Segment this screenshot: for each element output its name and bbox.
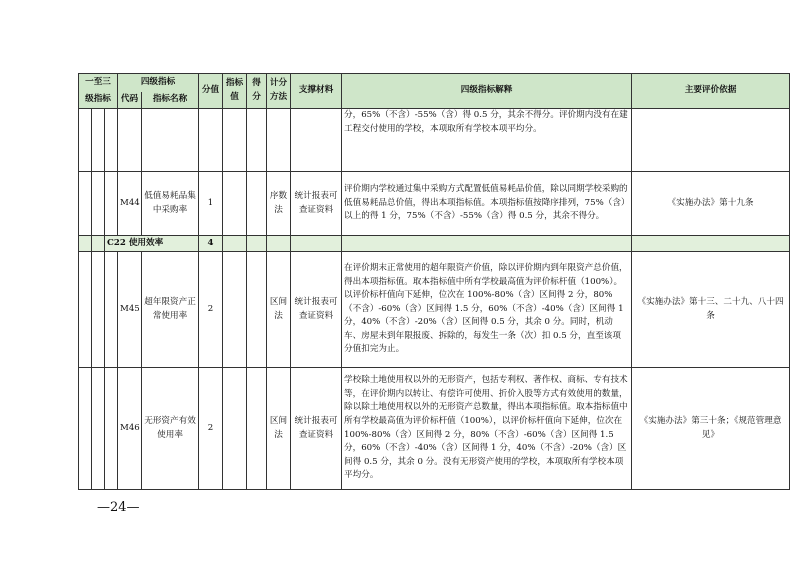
indicator-table [78, 73, 790, 490]
explain-cell: 评价期内学校通过集中采购方式配置低值易耗品价值，除以同期学校采购的低值易耗品总价值，得出本项指标值。本项指标值按降序排列，75%（含）以上的得 1 分，75%（不含）-55%（含）得 0.5 分，其余不得分。 [342, 172, 632, 236]
header-level13-bottom: 级指标 [79, 92, 118, 109]
page-number: —24— [97, 500, 140, 515]
name-cell: 超年限资产正常使用率 [142, 252, 199, 368]
group-name: 使用效率 [128, 237, 164, 248]
score-cell: 1 [199, 172, 223, 236]
name-cell: 低值易耗品集中采购率 [142, 172, 199, 236]
header-value: 指标值 [223, 74, 247, 109]
table-row-c22 [79, 236, 790, 252]
explain-cell: 在评价期末正常使用的超年限资产价值，除以评价期内到年限资产总价值，得出本项指标值。取本指标值中所有学校最高值为评价标杆值（100%）。以评价标杆值向下延伸，位次在 100%-80%（含）区间得 2 分，80%（不含）-60%（含）区间得 1.5 分，60%（不含）-40%（含）区间得 1 分，40%（不含）-20%（含）区间得 0.5 分，其余 0 分。同时，机动车、房屋未到年限报废、拆除的，每发生一条（次）扣 0.5 分，直至该项分值扣完为止。 [342, 252, 632, 368]
header-method: 计分方法 [267, 74, 291, 109]
header-basis: 主要评价依据 [632, 74, 790, 109]
header-got: 得分 [247, 74, 267, 109]
table-row-continued [79, 109, 790, 172]
explain-cell: 分，65%（不含）-55%（含）得 0.5 分，其余不得分。评价期内没有在建工程交付使用的学校，本项取所有学校本项平均分。 [342, 109, 632, 172]
header-name: 指标名称 [142, 92, 199, 109]
method-cell: 区间法 [267, 368, 291, 490]
code-cell: M46 [118, 368, 142, 490]
group-code: C22 [107, 237, 126, 248]
header-support: 支撑材料 [291, 74, 342, 109]
header-row-1 [79, 74, 790, 92]
score-cell: 2 [199, 252, 223, 368]
header-level13-top: 一至三 [79, 74, 118, 92]
score-cell: 4 [199, 236, 223, 252]
header-level4: 四级指标 [118, 74, 199, 92]
header-score: 分值 [199, 74, 223, 109]
support-cell: 统计报表可查证资料 [291, 368, 342, 490]
basis-cell: 《实施办法》第十三、二十九、八十四条 [632, 252, 790, 368]
table-row-m46 [79, 368, 790, 490]
header-explain: 四级指标解释 [342, 74, 632, 109]
group-label-cell [105, 236, 199, 252]
basis-cell: 《实施办法》第三十条；《规范管理意见》 [632, 368, 790, 490]
code-cell: M45 [118, 252, 142, 368]
header-code: 代码 [118, 92, 142, 109]
table-row-m44 [79, 172, 790, 236]
score-cell: 2 [199, 368, 223, 490]
code-cell: M44 [118, 172, 142, 236]
table-row-m45 [79, 252, 790, 368]
support-cell: 统计报表可查证资料 [291, 172, 342, 236]
name-cell: 无形资产有效使用率 [142, 368, 199, 490]
method-cell: 序数法 [267, 172, 291, 236]
explain-cell: 学校除土地使用权以外的无形资产，包括专利权、著作权、商标、专有技术等，在评价期内以转让、有偿许可使用、折价入股等方式有效使用的数量，除以除土地使用权以外的无形资产总数量，得出本项指标值。取本指标值中所有学校最高值为评价标杆值（100%），以评价标杆值向下延伸，位次在 100%-80%（含）区间得 2 分，80%（不含）-60%（含）区间得 1.5 分，60%（不含）-40%（含）区间得 1 分，40%（不含）-20%（含）区间得 0.5 分，其余 0 分。没有无形资产使用的学校，本项取所有学校本项平均分。 [342, 368, 632, 490]
basis-cell: 《实施办法》第十九条 [632, 172, 790, 236]
support-cell: 统计报表可查证资料 [291, 252, 342, 368]
method-cell: 区间法 [267, 252, 291, 368]
